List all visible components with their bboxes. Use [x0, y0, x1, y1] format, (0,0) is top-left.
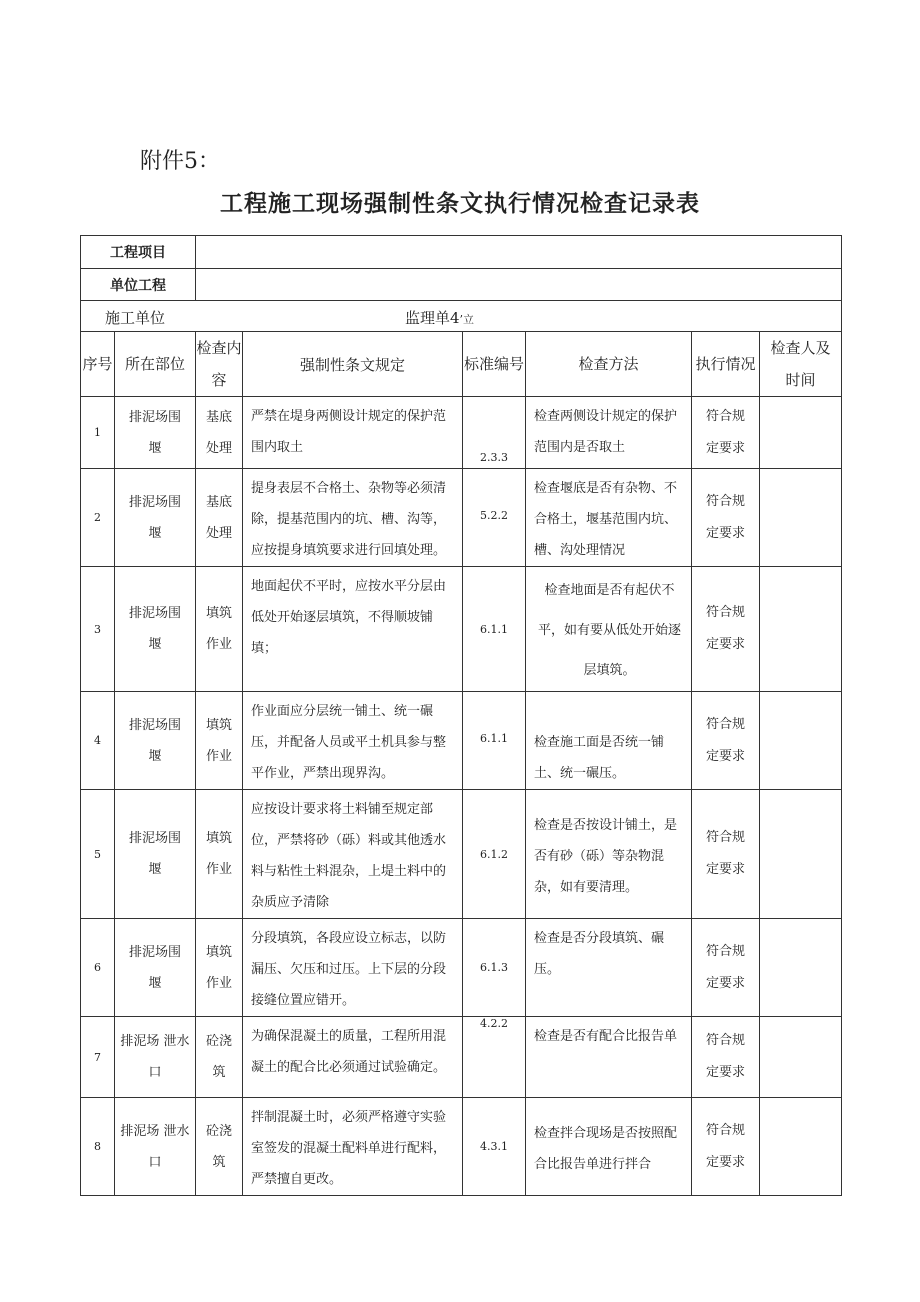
- row-seq: 6: [81, 919, 115, 1017]
- header-seq: 序号: [81, 332, 115, 397]
- units-row: [81, 301, 842, 332]
- row-execution: 符合规定要求: [692, 469, 760, 567]
- row-regulation: 为确保混凝土的质量，工程所用混凝土的配合比必须通过试验确定。: [243, 1017, 463, 1098]
- supervision-unit-text: 监理单4: [405, 309, 460, 327]
- row-seq: 1: [81, 397, 115, 469]
- header-content: 检查内容: [196, 332, 243, 397]
- row-content: 砼浇筑: [196, 1017, 243, 1098]
- row-regulation: 拌制混凝土时，必须严格遵守实验室签发的混凝土配料单进行配料，严禁擅自更改。: [243, 1098, 463, 1196]
- row-inspector[interactable]: [760, 397, 842, 469]
- row-execution: 符合规定要求: [692, 397, 760, 469]
- row-content: 填筑作业: [196, 567, 243, 692]
- row-method: 检查拌合现场是否按照配合比报告单进行拌合: [526, 1098, 692, 1196]
- unit-row: [81, 269, 842, 301]
- table-row: [81, 1017, 842, 1098]
- row-regulation: 应按设计要求将土料铺至规定部 位，严禁将砂（砾）料或其他透水 料与粘性土料混杂，上堤土料中的 杂质应予清除: [243, 790, 463, 919]
- row-method: 检查是否按设计铺土，是否有砂（砾）等杂物混杂，如有要清理。: [526, 790, 692, 919]
- unit-value[interactable]: [196, 269, 842, 301]
- table-row: [81, 692, 842, 790]
- row-execution: 符合规定要求: [692, 1017, 760, 1098]
- header-row: [81, 332, 842, 397]
- row-inspector[interactable]: [760, 692, 842, 790]
- row-method: 检查地面是否有起伏不平，如有要从低处开始逐层填筑。: [526, 567, 692, 692]
- row-method: 检查施工面是否统一铺土、统一碾压。: [526, 692, 692, 790]
- row-regulation: 分段填筑，各段应设立标志，以防漏压、欠压和过压。上下层的分段接缝位置应错开。: [243, 919, 463, 1017]
- row-seq: 8: [81, 1098, 115, 1196]
- row-execution: 符合规定要求: [692, 919, 760, 1017]
- row-content: 填筑作业: [196, 692, 243, 790]
- row-content: 填筑作业: [196, 919, 243, 1017]
- row-method: 检查两侧设计规定的保护范围内是否取土: [526, 397, 692, 469]
- row-standard: 6.1.1: [463, 567, 526, 692]
- header-regulation: 强制性条文规定: [243, 332, 463, 397]
- row-regulation: 严禁在堤身两侧设计规定的保护范围内取土: [243, 397, 463, 469]
- project-row: [81, 236, 842, 269]
- row-method: 检查堰底是否有杂物、不合格土，堰基范围内坑、槽、沟处理情况: [526, 469, 692, 567]
- row-standard: 6.1.3: [463, 919, 526, 1017]
- table-row: [81, 397, 842, 469]
- row-location: 排泥场 泄水口: [115, 1098, 196, 1196]
- row-location: 排泥场围堰: [115, 919, 196, 1017]
- row-content: 砼浇筑: [196, 1098, 243, 1196]
- units-cell: [81, 301, 842, 332]
- row-location: 排泥场围堰: [115, 397, 196, 469]
- inspection-table: [80, 235, 842, 1196]
- header-inspector: 检查人及时间: [760, 332, 842, 397]
- project-value[interactable]: [196, 236, 842, 269]
- header-location: 所在部位: [115, 332, 196, 397]
- row-seq: 5: [81, 790, 115, 919]
- row-location: 排泥场围堰: [115, 469, 196, 567]
- row-standard: 4.3.1: [463, 1098, 526, 1196]
- row-inspector[interactable]: [760, 790, 842, 919]
- row-standard: 2.3.3: [463, 397, 526, 469]
- row-execution: 符合规定要求: [692, 692, 760, 790]
- row-inspector[interactable]: [760, 1017, 842, 1098]
- header-method: 检查方法: [526, 332, 692, 397]
- row-seq: 3: [81, 567, 115, 692]
- row-content: 基底处理: [196, 469, 243, 567]
- row-seq: 7: [81, 1017, 115, 1098]
- row-location: 排泥场围堰: [115, 692, 196, 790]
- row-standard: 6.1.2: [463, 790, 526, 919]
- table-row: [81, 1098, 842, 1196]
- table-row: [81, 469, 842, 567]
- row-standard: 6.1.1: [463, 692, 526, 790]
- row-regulation: 作业面应分层统一铺土、统一碾 压，并配备人员或平土机具参与整 平作业，严禁出现界沟。: [243, 692, 463, 790]
- row-content: 基底处理: [196, 397, 243, 469]
- row-inspector[interactable]: [760, 919, 842, 1017]
- project-label: 工程项目: [81, 236, 196, 269]
- table-row: [81, 567, 842, 692]
- row-method: 检查是否有配合比报告单: [526, 1017, 692, 1098]
- row-regulation: 提身表层不合格土、杂物等必须清除，提基范围内的坑、槽、沟等，应按提身填筑要求进行回填处理。: [243, 469, 463, 567]
- row-location: 排泥场 泄水口: [115, 1017, 196, 1098]
- supervision-unit-suffix: ’立: [459, 313, 475, 326]
- table-row: [81, 919, 842, 1017]
- unit-label: 单位工程: [81, 269, 196, 301]
- row-execution: 符合规定要求: [692, 1098, 760, 1196]
- row-inspector[interactable]: [760, 1098, 842, 1196]
- row-standard: 4.2.2: [463, 1017, 526, 1098]
- row-regulation: 地面起伏不平时，应按水平分层由低处开始逐层填筑，不得顺坡铺填；: [243, 567, 463, 692]
- row-seq: 2: [81, 469, 115, 567]
- row-inspector[interactable]: [760, 469, 842, 567]
- construction-unit-label: 施工单位: [105, 309, 166, 327]
- row-execution: 符合规定要求: [692, 567, 760, 692]
- row-method: 检查是否分段填筑、碾压。: [526, 919, 692, 1017]
- supervision-unit-label: [405, 307, 474, 328]
- row-content: 填筑作业: [196, 790, 243, 919]
- row-location: 排泥场围堰: [115, 567, 196, 692]
- attachment-label: 附件5：: [140, 149, 220, 174]
- row-seq: 4: [81, 692, 115, 790]
- header-execution: 执行情况: [692, 332, 760, 397]
- row-location: 排泥场围堰: [115, 790, 196, 919]
- row-inspector[interactable]: [760, 567, 842, 692]
- row-standard: 5.2.2: [463, 469, 526, 567]
- table-row: [81, 790, 842, 919]
- document-title: 工程施工现场强制性条文执行情况检查记录表: [220, 191, 700, 217]
- header-standard: 标准编号: [463, 332, 526, 397]
- row-execution: 符合规定要求: [692, 790, 760, 919]
